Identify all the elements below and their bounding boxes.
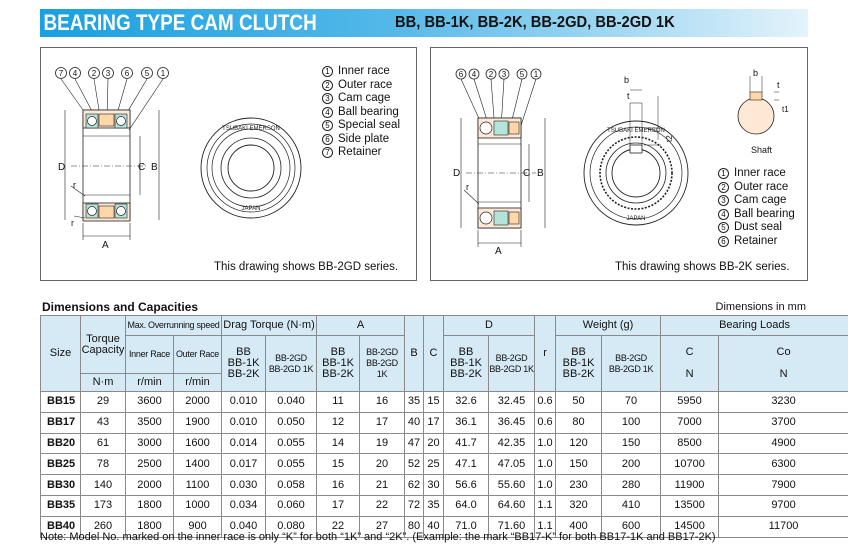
cell-b: 40 (405, 412, 424, 433)
callout-6 (456, 69, 466, 79)
cell-a-bb: 15 (317, 454, 360, 475)
table-row (41, 392, 848, 413)
callout-5 (517, 69, 527, 79)
cell-c: 15 (424, 392, 444, 413)
dim-label-t1: t1 (782, 105, 789, 114)
svg-text:2: 2 (91, 69, 97, 78)
cell-a-bb: 12 (317, 412, 360, 433)
cell-d-gd: 42.35 (489, 433, 535, 454)
col-header-weight-bb: BB BB-1K BB-2K (556, 336, 602, 392)
cell-d-bb: 71.0 (444, 516, 489, 537)
col-unit-nm: N·m (81, 374, 126, 392)
cell-b: 72 (405, 495, 424, 516)
legend-item: 5 Special seal (322, 119, 400, 133)
cell-w-bb: 230 (556, 475, 602, 496)
col-header-r: r (535, 316, 556, 392)
legend-item: 6 Side plate (322, 133, 400, 147)
callout-4 (70, 68, 81, 79)
callout-5 (142, 68, 153, 79)
col-header-weight-gd: BB-2GD BB-2GD 1K (602, 336, 661, 392)
cell-torque: 43 (81, 412, 126, 433)
cell-a-gd: 16 (360, 392, 405, 413)
cell-drag-bb: 0.034 (222, 495, 266, 516)
svg-text:2: 2 (488, 70, 494, 79)
legend-item: 5 Dust seal (718, 221, 795, 235)
cell-load-c: 11900 (661, 475, 719, 496)
model-list: BB, BB-1K, BB-2K, BB-2GD, BB-2GD 1K (395, 14, 675, 31)
cell-w-bb: 120 (556, 433, 602, 454)
cell-drag-gd: 0.058 (266, 475, 317, 496)
cell-r: 0.6 (535, 392, 556, 413)
legend-item: 7 Retainer (322, 146, 400, 160)
svg-text:4: 4 (471, 70, 477, 79)
col-header-drag-torque: Drag Torque (N·m) (222, 316, 317, 336)
cell-a-bb: 11 (317, 392, 360, 413)
cell-inner: 3600 (126, 392, 174, 413)
svg-text:1: 1 (160, 69, 166, 78)
cell-size: BB35 (41, 495, 81, 516)
cell-drag-gd: 0.060 (266, 495, 317, 516)
svg-text:6: 6 (124, 69, 130, 78)
dim-label-r-bottom: r (71, 218, 74, 228)
legend-left (322, 65, 400, 160)
callout-3 (499, 69, 509, 79)
cell-load-c: 7000 (661, 412, 719, 433)
cell-size: BB25 (41, 454, 81, 475)
cell-load-co: 7900 (719, 475, 848, 496)
cell-r: 1.1 (535, 495, 556, 516)
col-unit-rmin-outer: r/min (174, 374, 222, 392)
cell-d-bb: 32.6 (444, 392, 489, 413)
col-header-a: A (317, 316, 405, 336)
dim-label-r-top: r (73, 180, 76, 190)
dim-label-b: B (151, 162, 158, 173)
cell-a-gd: 20 (360, 454, 405, 475)
cell-size: BB30 (41, 475, 81, 496)
cell-a-bb: 22 (317, 516, 360, 537)
cell-drag-gd: 0.055 (266, 433, 317, 454)
cell-load-co: 3700 (719, 412, 848, 433)
col-header-size: Size (41, 316, 81, 392)
cell-load-co: 3230 (719, 392, 848, 413)
cell-d-gd: 32.45 (489, 392, 535, 413)
col-header-a-bb: BB BB-1K BB-2K (317, 336, 360, 392)
legend-right (718, 167, 795, 248)
bb-2gd-cross-section (71, 110, 146, 221)
cell-outer: 2000 (174, 392, 222, 413)
cell-torque: 61 (81, 433, 126, 454)
cell-drag-bb: 0.014 (222, 433, 266, 454)
cell-drag-bb: 0.017 (222, 454, 266, 475)
cell-d-gd: 36.45 (489, 412, 535, 433)
legend-item: 3 Cam cage (718, 194, 795, 208)
ring-text-bottom: JAPAN (626, 216, 646, 222)
cell-inner: 1800 (126, 495, 174, 516)
drawing-panel-bb-2k (430, 47, 808, 281)
cell-r: 1.0 (535, 475, 556, 496)
dim-label-d: D (453, 168, 461, 179)
legend-item: 3 Cam cage (322, 92, 400, 106)
cell-c: 35 (424, 495, 444, 516)
cell-w-gd: 100 (602, 412, 661, 433)
svg-text:5: 5 (144, 69, 150, 78)
col-header-b: B (405, 316, 424, 392)
cell-a-gd: 19 (360, 433, 405, 454)
col-header-bearing-loads: Bearing Loads (661, 316, 848, 336)
cell-inner: 2000 (126, 475, 174, 496)
cell-w-gd: 150 (602, 433, 661, 454)
col-unit-rmin-inner: r/min (126, 374, 174, 392)
shaft-label: Shaft (751, 145, 773, 155)
cell-size: BB15 (41, 392, 81, 413)
dim-label-b-shaft: b (753, 68, 759, 78)
col-header-load-c: C N (661, 336, 719, 392)
cell-a-gd: 17 (360, 412, 405, 433)
cell-drag-gd: 0.055 (266, 454, 317, 475)
cell-drag-bb: 0.040 (222, 516, 266, 537)
cell-load-c: 13500 (661, 495, 719, 516)
cell-a-gd: 27 (360, 516, 405, 537)
col-header-d: D (444, 316, 535, 336)
svg-text:6: 6 (458, 70, 464, 79)
cell-b: 52 (405, 454, 424, 475)
cell-load-co: 11700 (719, 516, 848, 537)
table-row (41, 412, 848, 433)
title-bar (40, 9, 808, 37)
cell-outer: 1100 (174, 475, 222, 496)
cell-w-gd: 200 (602, 454, 661, 475)
bb-2gd-front-view (201, 118, 301, 218)
page-title: BEARING TYPE CAM CLUTCH (43, 10, 317, 35)
dim-label-a: A (102, 240, 109, 251)
drawing-caption-right: This drawing shows BB-2K series. (615, 261, 790, 273)
svg-text:1: 1 (533, 70, 539, 79)
svg-text:5: 5 (519, 70, 525, 79)
cell-d-bb: 41.7 (444, 433, 489, 454)
col-header-a-gd: BB-2GD BB-2GD 1K (360, 336, 405, 392)
ring-text-top: TSUBAKI EMERSON (222, 126, 280, 132)
cell-torque: 173 (81, 495, 126, 516)
cell-torque: 260 (81, 516, 126, 537)
cell-r: 0.6 (535, 412, 556, 433)
cell-b: 62 (405, 475, 424, 496)
cell-b: 80 (405, 516, 424, 537)
svg-text:7: 7 (58, 69, 64, 78)
table-note: Note: Model No. marked on the inner race is only “K” for both “1K” and “2K”. (Example: the mark “BB17-K” for both BB17-1K and BB17-2K) (40, 531, 716, 543)
dim-label-t: t (627, 91, 630, 101)
cell-drag-gd: 0.050 (266, 412, 317, 433)
cell-drag-bb: 0.010 (222, 392, 266, 413)
cell-load-c: 14500 (661, 516, 719, 537)
cell-size: BB17 (41, 412, 81, 433)
cell-d-bb: 56.6 (444, 475, 489, 496)
legend-item: 2 Outer race (322, 79, 400, 93)
col-header-overrunning: Max. Overrunning speed (126, 316, 222, 336)
table-title: Dimensions and Capacities (42, 300, 199, 314)
legend-item: 6 Retainer (718, 235, 795, 249)
table-heading (40, 300, 808, 314)
cell-a-gd: 22 (360, 495, 405, 516)
dim-label-c: C (523, 168, 531, 179)
callout-6 (122, 68, 133, 79)
cell-outer: 1600 (174, 433, 222, 454)
col-header-drag-bb: BB BB-1K BB-2K (222, 336, 266, 392)
cell-a-bb: 14 (317, 433, 360, 454)
ring-text-bottom: JAPAN (241, 206, 261, 212)
callout-3 (103, 68, 114, 79)
cell-drag-bb: 0.030 (222, 475, 266, 496)
cell-torque: 29 (81, 392, 126, 413)
cell-r: 1.0 (535, 433, 556, 454)
dim-label-b: B (537, 168, 544, 179)
cell-inner: 2500 (126, 454, 174, 475)
cell-d-gd: 55.60 (489, 475, 535, 496)
cell-w-bb: 150 (556, 454, 602, 475)
cell-w-bb: 400 (556, 516, 602, 537)
bb-2k-front-view (584, 90, 688, 225)
legend-item: 1 Inner race (322, 65, 400, 79)
dim-label-a: A (495, 246, 502, 257)
cell-w-bb: 80 (556, 412, 602, 433)
legend-item: 4 Ball bearing (322, 106, 400, 120)
cell-d-bb: 64.0 (444, 495, 489, 516)
cell-a-gd: 21 (360, 475, 405, 496)
shaft-detail (738, 76, 779, 134)
ring-text-top: TSUBAKI EMERSON (607, 128, 665, 134)
dim-label-t-shaft: t (777, 80, 780, 90)
cell-outer: 900 (174, 516, 222, 537)
cell-inner: 3000 (126, 433, 174, 454)
cell-torque: 140 (81, 475, 126, 496)
col-header-d-bb: BB BB-1K BB-2K (444, 336, 489, 392)
legend-item: 4 Ball bearing (718, 208, 795, 222)
cell-c: 17 (424, 412, 444, 433)
cell-load-co: 4900 (719, 433, 848, 454)
cell-w-bb: 320 (556, 495, 602, 516)
dimensions-table (40, 315, 848, 538)
col-header-outer-race: Outer Race (174, 336, 222, 374)
col-header-weight: Weight (g) (556, 316, 661, 336)
cell-d-gd: 47.05 (489, 454, 535, 475)
col-header-inner-race: Inner Race (126, 336, 174, 374)
dim-label-r: r (466, 182, 469, 192)
drawing-panel-bb-2gd (40, 47, 417, 281)
col-header-drag-gd: BB-2GD BB-2GD 1K (266, 336, 317, 392)
dim-label-t2: t2 (665, 135, 674, 142)
cell-outer: 1400 (174, 454, 222, 475)
cell-r: 1.1 (535, 516, 556, 537)
cell-drag-gd: 0.080 (266, 516, 317, 537)
cell-load-c: 5950 (661, 392, 719, 413)
cell-drag-bb: 0.010 (222, 412, 266, 433)
cell-c: 30 (424, 475, 444, 496)
cell-size: BB40 (41, 516, 81, 537)
cell-inner: 3500 (126, 412, 174, 433)
cell-load-c: 10700 (661, 454, 719, 475)
cell-w-gd: 280 (602, 475, 661, 496)
table-row (41, 475, 848, 496)
cell-d-bb: 47.1 (444, 454, 489, 475)
cell-d-bb: 36.1 (444, 412, 489, 433)
dim-label-d: D (58, 162, 66, 173)
col-header-d-gd: BB-2GD BB-2GD 1K (489, 336, 535, 392)
cell-a-bb: 16 (317, 475, 360, 496)
cell-outer: 1000 (174, 495, 222, 516)
col-header-c: C (424, 316, 444, 392)
callout-2 (89, 68, 100, 79)
cell-w-gd: 410 (602, 495, 661, 516)
col-header-torque: Torque Capacity (81, 316, 126, 374)
cell-drag-gd: 0.040 (266, 392, 317, 413)
cell-w-bb: 50 (556, 392, 602, 413)
legend-item: 1 Inner race (718, 167, 795, 181)
svg-text:3: 3 (105, 69, 111, 78)
col-header-load-co: Co N (719, 336, 848, 392)
cell-b: 35 (405, 392, 424, 413)
cell-d-gd: 71.60 (489, 516, 535, 537)
cell-c: 25 (424, 454, 444, 475)
callout-7 (56, 68, 67, 79)
cell-size: BB20 (41, 433, 81, 454)
cell-load-co: 6300 (719, 454, 848, 475)
cell-c: 20 (424, 433, 444, 454)
callout-1 (158, 68, 169, 79)
cell-w-gd: 600 (602, 516, 661, 537)
cell-outer: 1900 (174, 412, 222, 433)
svg-text:4: 4 (72, 69, 78, 78)
cell-load-co: 9700 (719, 495, 848, 516)
table-row (41, 454, 848, 475)
table-row (41, 433, 848, 454)
callout-2 (486, 69, 496, 79)
dim-label-c: C (138, 162, 146, 173)
dim-label-b-keyway: b (624, 75, 630, 85)
callout-1 (531, 69, 541, 79)
cell-load-c: 8500 (661, 433, 719, 454)
cell-torque: 78 (81, 454, 126, 475)
cell-d-gd: 64.60 (489, 495, 535, 516)
legend-item: 2 Outer race (718, 181, 795, 195)
drawing-caption-left: This drawing shows BB-2GD series. (214, 261, 399, 273)
svg-text:3: 3 (501, 70, 507, 79)
cell-a-bb: 17 (317, 495, 360, 516)
cell-b: 47 (405, 433, 424, 454)
cell-w-gd: 70 (602, 392, 661, 413)
cell-r: 1.0 (535, 454, 556, 475)
callout-4 (469, 69, 479, 79)
cell-c: 40 (424, 516, 444, 537)
table-row (41, 495, 848, 516)
cell-inner: 1800 (126, 516, 174, 537)
table-units: Dimensions in mm (715, 301, 806, 313)
